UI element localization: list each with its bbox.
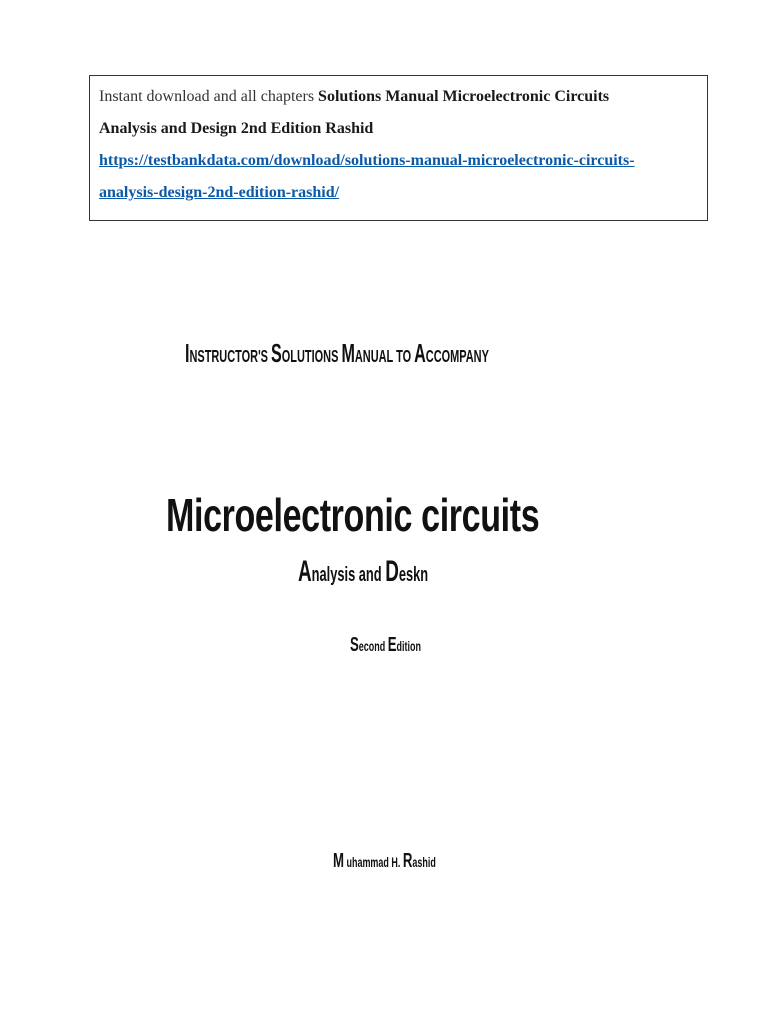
notice-line-1 <box>99 81 698 113</box>
author-name: M uhammad H. Rashid <box>333 850 436 872</box>
instructor-manual-heading: INSTRUCTOR'S SOLUTIONS MANUAL TO ACCOMPANY <box>185 338 489 368</box>
edition-label: Second Edition <box>350 634 421 656</box>
book-title: Microelectronic circuits <box>166 489 540 541</box>
download-notice-box <box>89 75 708 221</box>
notice-title-part-1: Solutions Manual Microelectronic Circuits <box>318 88 610 105</box>
book-subtitle: Analysis and Deskn <box>298 555 429 588</box>
download-link-part-1[interactable]: https://testbankdata.com/download/solutions-manual-microelectronic-circuits- <box>99 152 635 169</box>
notice-title-part-2: Analysis and Design 2nd Edition Rashid <box>99 120 374 137</box>
download-link-part-2[interactable]: analysis-design-2nd-edition-rashid/ <box>99 184 340 201</box>
notice-intro-text: Instant download and all chapters <box>99 88 319 105</box>
